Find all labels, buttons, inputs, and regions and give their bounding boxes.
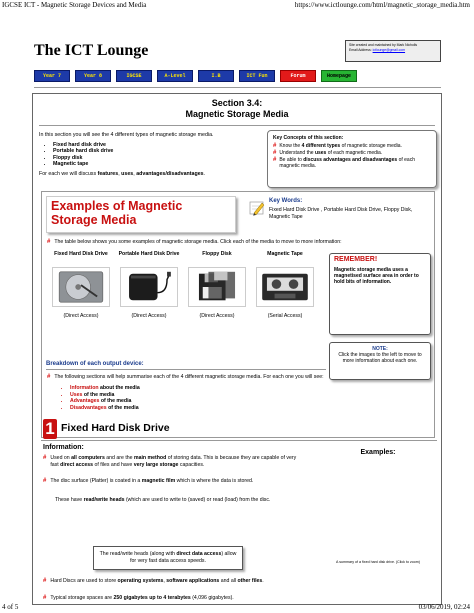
breakdown-divider [46, 369, 326, 370]
keywords-text: Fixed Hard Disk Drive , Portable Hard Disk Drive, Floppy Disk, Magnetic Tape [269, 207, 413, 220]
keywords-heading: Key Words: [269, 198, 303, 204]
portable-drive-icon[interactable] [120, 267, 178, 307]
nav-year8-button[interactable]: Year 8 [75, 70, 111, 82]
list-item: • Uses of the media [70, 392, 140, 399]
info-paragraph: # Typical storage spaces are 250 gigabytes up to 4 terabytes (4,096 gigabytes). [43, 595, 234, 601]
fhd-divider [41, 440, 437, 441]
info-paragraph: # The disc surface (Platter) is coated in a magnetic film which is where the data is stored. [43, 478, 254, 484]
media-label: Floppy Disk [202, 251, 232, 257]
concept-item: # Be able to discuss advantages and disadvantages of each magnetic media. [273, 157, 415, 169]
floppy-disk-icon[interactable] [188, 267, 246, 307]
media-cell-fixed-hdd[interactable] [47, 251, 115, 331]
print-footer [0, 603, 474, 613]
fhd-title: Fixed Hard Disk Drive [61, 422, 170, 434]
info-heading: Information: [43, 444, 84, 451]
nav-igcse-button[interactable]: IGCSE [116, 70, 152, 82]
list-item: • Fixed hard disk drive [53, 142, 259, 149]
hash-bullet-icon: # [43, 478, 47, 484]
print-url[interactable]: https://www.ictlounge.com/html/magnetic_storage_media.htm [294, 1, 470, 9]
content-panel [32, 93, 442, 605]
list-item: • Disadvantages of the media [70, 405, 140, 412]
print-page-number: 4 of 5 [2, 603, 19, 611]
list-item: • Advantages of the media [70, 398, 140, 405]
nav-forum-button[interactable]: Forum [280, 70, 316, 82]
print-tab-title: IGCSE ICT - Magnetic Storage Devices and Media [2, 1, 147, 9]
breakdown-description: # The following sections will help summarise each of the 4 different magnetic storage media. For each one you will see: [47, 374, 324, 380]
hash-bullet-icon: # [47, 239, 51, 245]
media-cell-tape[interactable] [251, 251, 319, 331]
list-item: • Portable hard disk drive [53, 148, 259, 155]
nav-ib-button[interactable]: I.B [198, 70, 234, 82]
media-label: Fixed Hard Disk Drive [54, 251, 108, 257]
print-header [0, 0, 474, 10]
print-datetime: 03/06/2019, 02:24 [418, 603, 470, 611]
nav-homepage-button[interactable]: Homepage [321, 70, 357, 82]
hash-bullet-icon: # [273, 150, 277, 156]
nav-year7-button[interactable]: Year 7 [34, 70, 70, 82]
list-item: • Information about the media [70, 385, 140, 392]
examples-section [41, 191, 435, 438]
main-nav [34, 70, 357, 82]
intro-follow: For each we will discuss features, uses, advantages/disadvantages. [39, 170, 206, 177]
intro-list [53, 142, 259, 168]
info-paragraph: # Used on all computers and are the main method of storing data. This is because they are capable of very fast direct access of files and have very large storage capacities. [43, 455, 297, 468]
summary-caption[interactable]: A summary of a fixed hard disk drive. (Click to zoom) [336, 560, 420, 564]
access-type: (Direct Access) [131, 313, 167, 319]
list-item: • Magnetic tape [53, 161, 259, 168]
media-label: Magnetic Tape [267, 251, 303, 257]
keywords-box [247, 196, 430, 226]
hash-bullet-icon: # [47, 374, 51, 380]
section-divider [39, 125, 435, 126]
email-link[interactable]: ictlounge@gmail.com [372, 48, 406, 52]
hash-bullet-icon: # [43, 455, 47, 461]
media-table [47, 251, 322, 331]
pencil-icon [249, 200, 265, 216]
note-heading: NOTE: [372, 346, 388, 352]
examples-title: Examples of Magnetic Storage Media [46, 196, 236, 233]
key-concepts-title: Key Concepts of this section: [273, 135, 344, 141]
section-number: Section 3.4: [211, 98, 263, 108]
note-text: Click the images to the left to move to more information about each one. [338, 352, 422, 364]
list-item: • Floppy disk [53, 155, 259, 162]
credit-line: Site created and maintained by Mark Nicholls [349, 43, 418, 47]
nav-alevel-button[interactable]: A-Level [157, 70, 193, 82]
access-type: (Serial Access) [267, 313, 303, 319]
hash-bullet-icon: # [273, 143, 277, 149]
section-name: Magnetic Storage Media [185, 109, 289, 119]
concept-item: # Know the 4 different types of magnetic storage media. [273, 143, 402, 149]
hash-bullet-icon: # [43, 578, 47, 584]
examples-heading: Examples: [360, 449, 396, 456]
quote-box: The read/write heads (along with direct data access) allow for very fast data access speeds. [93, 546, 243, 570]
breakdown-heading: Breakdown of each output device: [46, 361, 144, 367]
hard-disk-icon[interactable] [52, 267, 110, 307]
breakdown-list [70, 385, 140, 411]
hash-bullet-icon: # [43, 595, 47, 601]
nav-divider [34, 87, 441, 88]
info-paragraph: These have read/write heads (which are used to write to (saved) or read (load) from the disc. [55, 497, 271, 503]
section-title [33, 98, 441, 120]
access-type: (Direct Access) [199, 313, 235, 319]
site-title[interactable]: The ICT Lounge [34, 42, 149, 59]
page [27, 30, 447, 605]
access-type: (Direct Access) [63, 313, 99, 319]
intro-lead: In this section you will see the 4 different types of magnetic storage media. [39, 132, 214, 138]
media-cell-floppy[interactable] [183, 251, 251, 331]
remember-box [329, 253, 431, 335]
credit-box [345, 40, 441, 62]
media-cell-portable-hdd[interactable] [115, 251, 183, 331]
concept-item: # Understand the uses of each magnetic media. [273, 150, 383, 156]
remember-heading: REMEMBER! [334, 256, 378, 263]
hash-bullet-icon: # [273, 157, 277, 163]
info-paragraph: # Hard Discs are used to store operating systems, software applications and all other files. [43, 578, 264, 584]
nav-ictfun-button[interactable]: ICT Fun [239, 70, 275, 82]
intro [39, 132, 259, 177]
email-label: Email Address: [349, 48, 372, 52]
media-label: Portable Hard Disk Drive [118, 251, 180, 257]
remember-text: Magnetic storage media uses a magnetised surface area in order to hold bits of information. [334, 267, 419, 285]
magnetic-tape-icon[interactable] [256, 267, 314, 307]
section-number-badge: 1 [43, 419, 57, 439]
examples-description: # The table below shows you some examples of magnetic storage media. Click each of the media to move to more information: [47, 239, 342, 245]
key-concepts-box [267, 130, 437, 188]
